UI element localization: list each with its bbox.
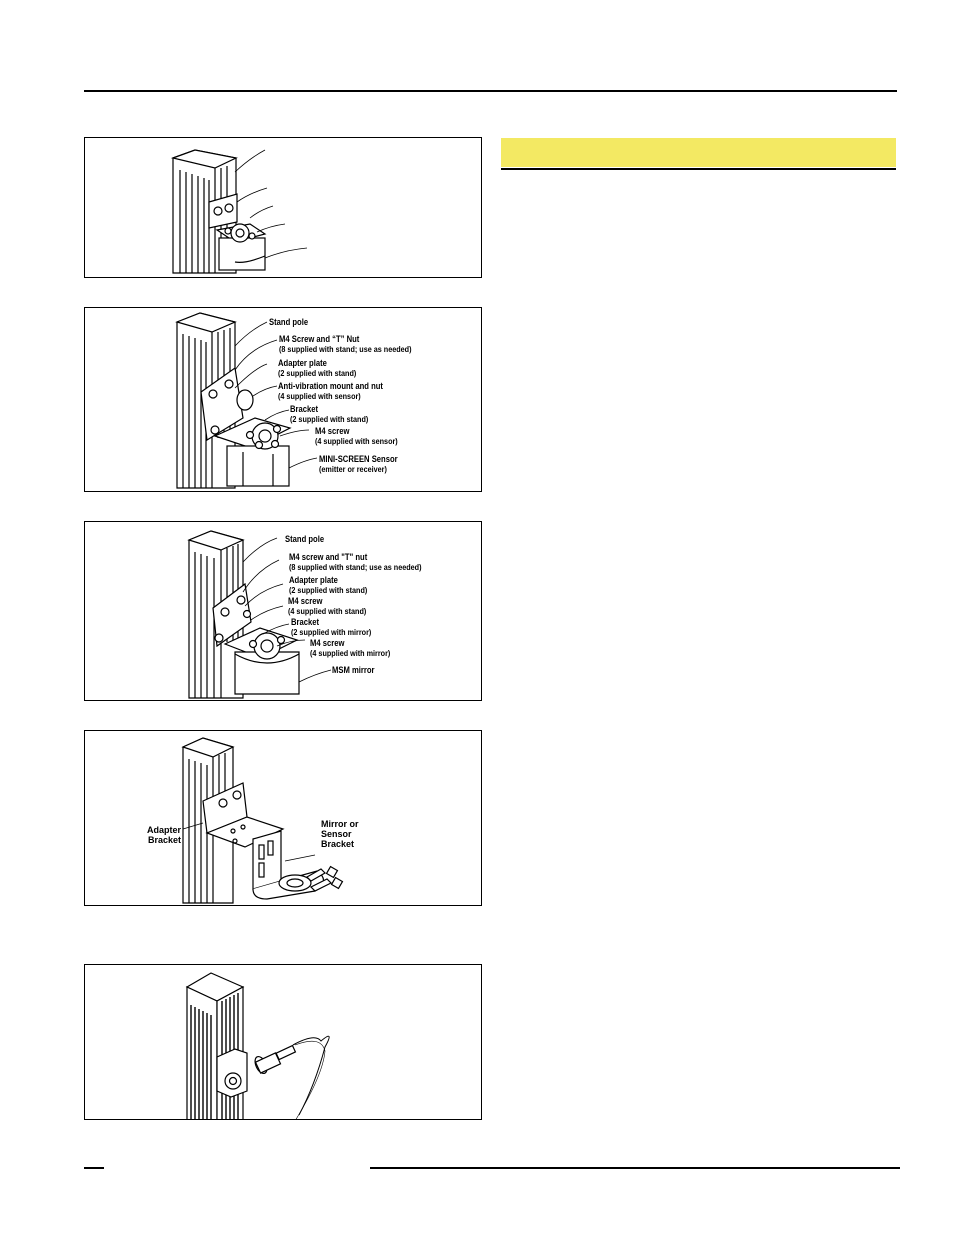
label-adapter-plate (278, 358, 356, 378)
label-bracket (290, 404, 368, 424)
label-m4-screw-note: (4 supplied with sensor) (315, 436, 398, 446)
label-mirror-sensor-bracket-line2: Sensor (321, 829, 352, 839)
label-m4-screw-3b-note: (4 supplied with mirror) (310, 648, 391, 658)
label-adapter-bracket-line2: Bracket (147, 835, 181, 845)
label-screw-nut-3-note: (8 supplied with stand; use as needed) (289, 562, 422, 572)
label-anti-vibration (278, 381, 383, 401)
footer-rule-left (84, 1167, 104, 1169)
figure-1-illustration (85, 138, 482, 278)
figure-4-adapter-bracket (84, 730, 482, 906)
label-screw-nut-note: (8 supplied with stand; use as needed) (279, 344, 412, 354)
label-adapter-plate-note: (2 supplied with stand) (278, 368, 357, 378)
label-bracket-3-title: Bracket (291, 617, 320, 627)
label-bracket-3 (291, 617, 371, 637)
label-mirror: MSM mirror (332, 665, 375, 675)
label-m4-screw-3b (310, 638, 390, 658)
label-screw-nut-3 (289, 552, 421, 572)
footer-rule-right (370, 1167, 900, 1169)
figure-4-illustration (85, 731, 482, 906)
label-adapter-bracket (135, 825, 181, 845)
label-sensor-title: MINI-SCREEN Sensor (319, 454, 398, 464)
label-sensor-note: (emitter or receiver) (319, 464, 387, 474)
label-adapter-bracket-line1: Adapter (146, 825, 181, 835)
figure-5-stand-with-cable (84, 964, 482, 1120)
label-bracket-3-note: (2 supplied with mirror) (291, 627, 372, 637)
label-m4-screw-3b-title: M4 screw (310, 638, 345, 648)
figure-2-sensor-mounting (84, 307, 482, 492)
label-adapter-plate-3-title: Adapter plate (289, 575, 338, 585)
figure-3-illustration (85, 522, 482, 701)
figure-3-mirror-mounting (84, 521, 482, 701)
header-rule (84, 90, 897, 92)
label-stand-pole: Stand pole (269, 317, 309, 327)
section-heading-rule (501, 168, 896, 170)
figure-5-illustration (85, 965, 482, 1120)
label-sensor (319, 454, 398, 474)
label-adapter-plate-3 (289, 575, 367, 595)
label-bracket-title: Bracket (290, 404, 319, 414)
section-heading-bar (501, 138, 896, 167)
label-anti-vibration-note: (4 supplied with sensor) (278, 391, 361, 401)
label-mirror-sensor-bracket-line3: Bracket (321, 839, 355, 849)
label-mirror-sensor-bracket (321, 819, 359, 849)
label-adapter-plate-3-note: (2 supplied with stand) (289, 585, 368, 595)
figure-1-stand-with-sensor (84, 137, 482, 278)
label-screw-nut-3-title: M4 screw and "T" nut (289, 552, 368, 562)
label-anti-vibration-title: Anti-vibration mount and nut (278, 381, 383, 391)
label-m4-screw-3a-title: M4 screw (288, 596, 323, 606)
label-m4-screw-3a (288, 596, 366, 616)
label-screw-nut (279, 334, 411, 354)
label-mirror-sensor-bracket-line1: Mirror or (321, 819, 359, 829)
label-m4-screw (315, 426, 398, 446)
label-bracket-note: (2 supplied with stand) (290, 414, 369, 424)
label-adapter-plate-title: Adapter plate (278, 358, 327, 368)
label-m4-screw-3a-note: (4 supplied with stand) (288, 606, 367, 616)
label-stand-pole-3: Stand pole (285, 534, 325, 544)
label-m4-screw-title: M4 screw (315, 426, 350, 436)
label-screw-nut-title: M4 Screw and “T” Nut (279, 334, 360, 344)
